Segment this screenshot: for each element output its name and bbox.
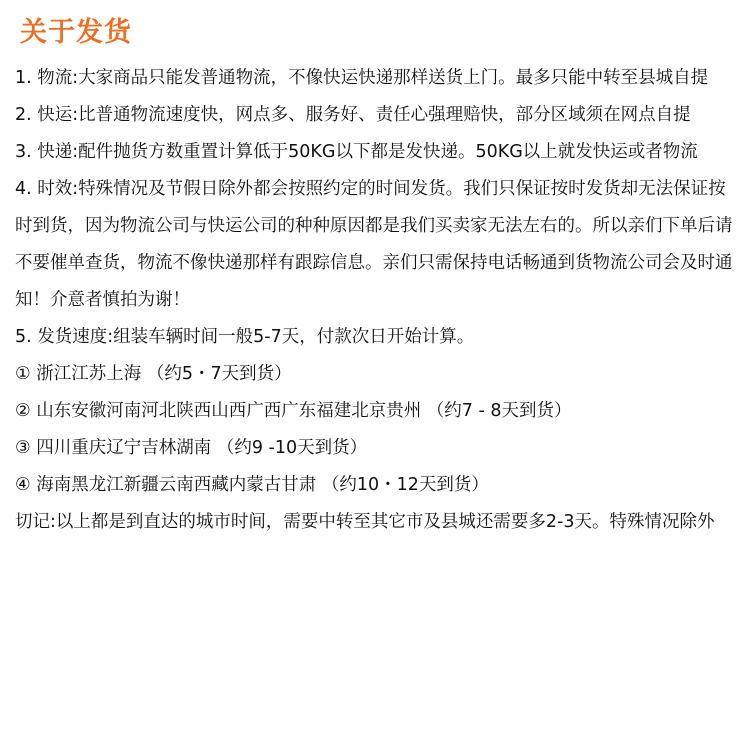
paragraph-reminder: 切记:以上都是到直达的城市时间，需要中转至其它市及县城还需要多2-3天。特殊情况除外 <box>15 512 715 532</box>
region-item-2: ② 山东安徽河南河北陕西山西广西广东福建北京贵州 （约7 - 8天到货） <box>15 401 572 421</box>
region-item-3: ③ 四川重庆辽宁吉林湖南 （约9 -10天到货） <box>15 438 368 458</box>
region-item-4: ④ 海南黑龙江新疆云南西藏内蒙古甘肃 （约10・12天到货） <box>15 475 489 495</box>
paragraph-logistics: 1. 物流:大家商品只能发普通物流，不像快运快递那样送货上门。最多只能中转至县城自提 <box>15 68 709 88</box>
paragraph-timeliness: 4. 时效:特殊情况及节假日除外都会按照约定的时间发货。我们只保证按时发货却无法保证按时到货，因为物流公司与快运公司的种种原因都是我们买卖家无法左右的。所以亲们下单后请不要催单查货，物流不像快递那样有跟踪信息。亲们只需保持电话畅通到货物流公司会及时通知！介意者慎拍为谢！ <box>15 179 733 310</box>
page-title: 关于发货 <box>20 17 132 48</box>
paragraph-courier: 3. 快递:配件抛货方数重置计算低于50KG以下都是发快递。50KG以上就发快运或者物流 <box>15 142 698 162</box>
paragraph-shipping-speed: 5. 发货速度:组装车辆时间一般5-7天，付款次日开始计算。 <box>15 327 475 347</box>
paragraph-express-freight: 2. 快运:比普通物流速度快，网点多、服务好、责任心强理赔快，部分区域须在网点自提 <box>15 105 691 125</box>
region-item-1: ① 浙江江苏上海 （约5・7天到货） <box>15 364 292 384</box>
shipping-info-body <box>15 60 737 541</box>
